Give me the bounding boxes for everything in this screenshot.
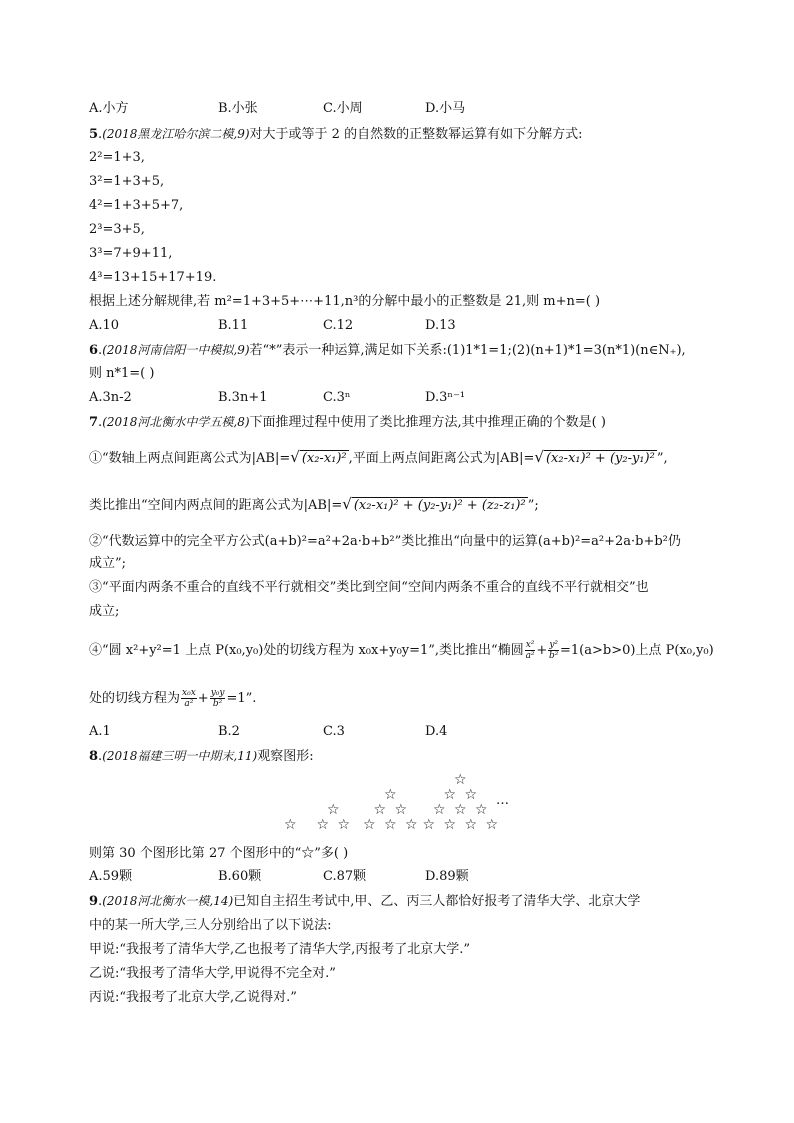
q7-options [89,724,489,740]
q5-option-a: A.10 [89,318,120,333]
q4-option-a: A.小方 [89,101,129,116]
star-icon: ☆ [454,772,467,788]
q6-source: (2018河南信阳一中模拟,9) [102,343,250,357]
q6-stem: 6.(2018河南信阳一中模拟,9)若“*”表示一种运算,满足如下关系:(1)1*1=1;(2)(n+1)*1=3(n*1)(n∈N₊), [89,343,686,358]
q9-statement-yi: 乙说:“我报考了清华大学,甲说得不完全对.” [89,966,336,981]
q7-item-4 [89,640,714,661]
frac-denominator: a² [525,651,535,661]
q7-item-1-sqrt-3: (x₂-x₁)² + (y₂-y₁)² + (z₂-z₁)² [353,498,526,513]
q5-stem-text: 对大于或等于 2 的自然数的正整数幂运算有如下分解方式: [249,127,583,142]
q7-item-1-sqrt-1: (x₂-x₁)² [301,451,347,466]
star-icon: ☆ [373,802,387,818]
q7-item-4-text-a: ④“圆 x²+y²=1 上点 P(x₀,y₀)处的切线方程为 x₀x+y₀y=1”,类比推出“椭圆 [89,643,524,658]
q8-option-b: B.60颗 [218,869,262,884]
q4-option-b: B.小张 [218,101,258,116]
star-icon: ☆ [454,802,467,818]
star-icon: ☆ [464,817,478,833]
q7-option-c: C.3 [323,724,345,739]
frac-denominator: b² [548,651,559,661]
star-icon: ☆ [422,817,436,833]
q8-option-c: C.87颗 [323,869,367,884]
star-icon: ☆ [384,817,397,833]
star-icon: ☆ [384,787,397,803]
q9-number: 9 [89,894,99,909]
star-icon: ☆ [485,817,499,833]
q5-line-4: 2³=3+5, [89,222,145,237]
q5-line-5: 3³=7+9+11, [89,246,173,261]
q7-item-1-cont: 类比推出“空间内两点间的距离公式为|AB|=√ (x₂-x₁)² + (y₂-y₁)² + (z₂-z₁)² ”; [89,495,539,513]
q7-option-d: D.4 [425,724,448,739]
q7-item-4-cont [89,688,256,709]
q8-option-a: A.59颗 [89,869,133,884]
q8-stem: 8.(2018福建三明一中期末,11)观察图形: [89,749,314,764]
q7-item-4-text-c: 处的切线方程为 [89,691,181,706]
q8-options [89,869,489,885]
q4-option-c: C.小周 [323,101,363,116]
star-icon: ☆ [337,817,351,833]
q7-option-b: B.2 [218,724,240,739]
q7-item-1-text-b: ,平面上两点间距离公式为|AB|= [348,451,535,466]
q4-options [89,101,489,117]
frac-numerator: x² [525,640,535,650]
q9-stem-text: 已知自主招生考试中,甲、乙、丙三人都恰好报考了清华大学、北京大学 [233,894,641,909]
q7-item-2: ②“代数运算中的完全平方公式(a+b)²=a²+2a·b+b²”类比推出“向量中的运算(a+b)²=a²+2a·b+b²仍 [89,534,681,549]
q8-question: 则第 30 个图形比第 27 个图形中的“☆”多( ) [89,846,349,861]
frac-denominator: a² [184,699,194,709]
q7-item-4-text-b: =1(a>b>0)上点 P(x₀,y₀) [560,643,714,658]
q4-option-d: D.小马 [425,101,466,116]
q7-item-4-frac-2 [548,640,559,661]
q8-source: (2018福建三明一中期末,11) [102,749,258,763]
q9-stem-2: 中的某一所大学,三人分别给出了以下说法: [89,918,332,933]
q8-number: 8 [89,749,99,764]
star-icon: ☆ [363,817,376,833]
q9-statement-bing: 丙说:“我报考了北京大学,乙说得对.” [89,990,297,1005]
q7-item-1-text-d: 类比推出“空间内两点间的距离公式为|AB|= [89,498,343,513]
q7-item-2-cont: 成立”; [89,556,127,571]
frac-numerator: y₀y [210,688,225,698]
frac-denominator: b² [212,699,223,709]
q5-options [89,318,489,334]
q7-number: 7 [89,415,99,430]
q6-stem-2: 则 n*1=( ) [89,366,155,381]
q6-options [89,390,489,406]
q7-item-1-text-c: ”, [656,451,668,466]
q7-item-1-sqrt-2: (x₂-x₁)² + (y₂-y₁)² [545,451,655,466]
q9-stem: 9.(2018河北衡水一模,14)已知自主招生考试中,甲、乙、丙三人都恰好报考了清华大学、北京大学 [89,894,641,909]
q5-line-2: 3²=1+3+5, [89,174,165,189]
star-icon: ☆ [443,787,457,803]
q9-statement-jia: 甲说:“我报考了清华大学,乙也报考了清华大学,丙报考了北京大学.” [89,942,471,957]
star-icon: ☆ [316,817,330,833]
q7-item-4-frac-3 [181,688,197,709]
q9-source: (2018河北衡水一模,14) [102,894,234,908]
q7-item-1-text-a: ①“数轴上两点间距离公式为|AB|= [89,451,291,466]
q8-option-d: D.89颗 [425,869,469,884]
star-icon: ☆ [327,802,340,818]
q7-item-4-frac-1 [525,640,536,661]
star-icon: ☆ [475,802,488,818]
star-icon: ☆ [443,817,457,833]
q7-item-4-frac-4 [210,688,226,709]
q6-option-b: B.3n+1 [218,390,268,405]
q6-option-a: A.3n-2 [89,390,132,405]
q5-stem: 5.(2018黑龙江哈尔滨二模,9)对大于或等于 2 的自然数的正整数幂运算有如下分解方式: [89,127,583,142]
plus-sign: + [536,643,548,658]
q7-item-4-text-d: =1”. [226,691,257,706]
q7-source: (2018河北衡水中学五模,8) [102,415,250,429]
q5-line-3: 4²=1+3+5+7, [89,198,184,213]
star-icon: ☆ [433,802,446,818]
q8-stem-text: 观察图形: [257,749,314,764]
q7-item-3-cont: 成立; [89,604,120,619]
q5-rule: 根据上述分解规律,若 m²=1+3+5+⋯+11,n³的分解中最小的正整数是 21,则 m+n=( ) [89,294,601,309]
star-icon: ☆ [284,817,297,833]
q5-number: 5 [89,127,99,142]
q6-number: 6 [89,343,99,358]
star-icon: ☆ [464,787,478,803]
q6-option-d: D.3ⁿ⁻¹ [425,390,466,405]
q7-item-1-text-e: ”; [527,498,539,513]
q6-option-c: C.3ⁿ [323,390,351,405]
q5-option-c: C.12 [323,318,354,333]
q6-stem-text: 若“*”表示一种运算,满足如下关系:(1)1*1=1;(2)(n+1)*1=3(n*1)(n∈N₊), [249,343,686,358]
q5-option-d: D.13 [425,318,456,333]
q5-source: (2018黑龙江哈尔滨二模,9) [102,127,250,141]
q5-line-1: 2²=1+3, [89,150,145,165]
star-icon: ☆ [405,817,418,833]
frac-numerator: x₀x [182,688,196,698]
q7-stem-text: 下面推理过程中使用了类比推理方法,其中推理正确的个数是( ) [249,415,606,430]
q7-stem: 7.(2018河北衡水中学五模,8)下面推理过程中使用了类比推理方法,其中推理正确的个数是( ) [89,415,606,430]
frac-numerator: y² [549,640,559,650]
q7-item-1: ①“数轴上两点间距离公式为|AB|=√ (x₂-x₁)² ,平面上两点间距离公式为|AB|=√ (x₂-x₁)² + (y₂-y₁)² ”, [89,448,668,466]
q7-option-a: A.1 [89,724,111,739]
star-icon: ☆ [394,802,408,818]
q7-item-3: ③“平面内两条不重合的直线不平行就相交”类比到空间“空间内两条不重合的直线不平行就相交”也 [89,580,649,595]
q5-option-b: B.11 [218,318,249,333]
plus-sign: + [197,691,209,706]
q5-line-6: 4³=13+15+17+19. [89,270,217,285]
pattern-ellipsis: … [496,793,509,808]
